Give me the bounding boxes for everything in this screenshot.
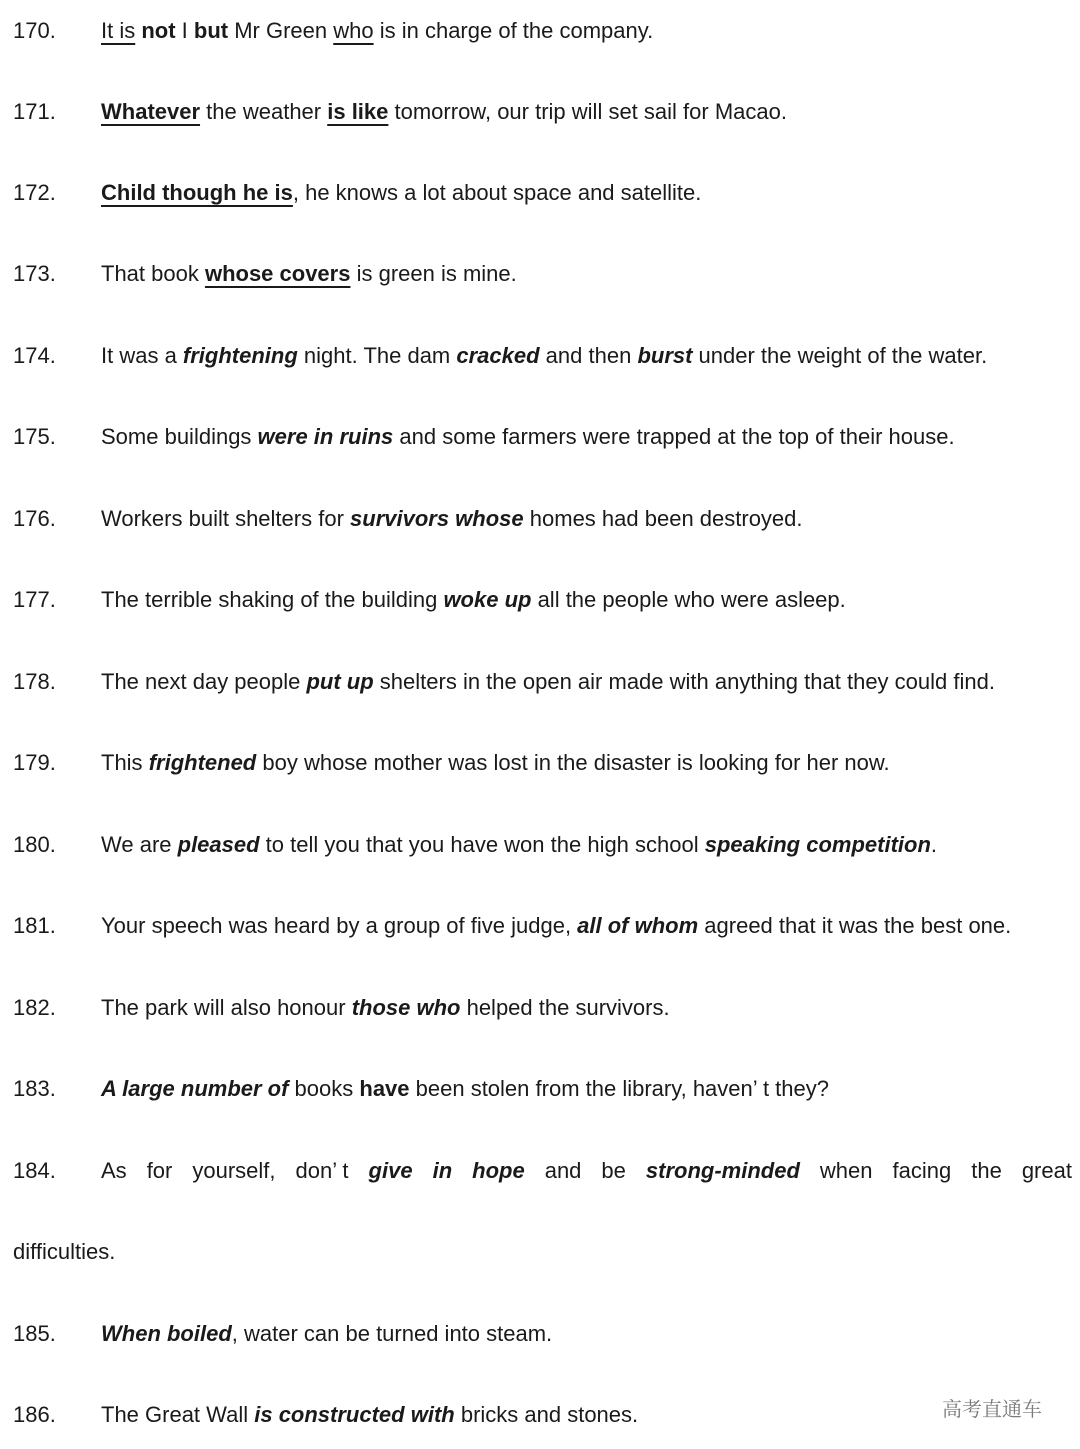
text-segment: We are [101, 832, 178, 857]
text-segment: Some buildings [101, 424, 258, 449]
emphasis-segment: is constructed with [254, 1402, 455, 1427]
emphasis-segment: hope [472, 1158, 525, 1183]
emphasis-segment: those who [351, 995, 461, 1020]
text-segment: for [146, 1158, 173, 1183]
text-segment: The park will also honour [101, 995, 352, 1020]
text-segment: , he knows a lot about space and satellite. [292, 180, 702, 205]
text-segment: tomorrow, our trip will set sail for Macao. [388, 99, 787, 124]
sentence-number: 181. [13, 913, 56, 938]
key-phrase-segment: who [333, 18, 374, 43]
sentence-text [101, 11, 1072, 51]
emphasis-segment: were in ruins [257, 424, 394, 449]
text-segment: don’ t [295, 1158, 349, 1183]
sentence-number: 185. [13, 1321, 56, 1346]
sentence-number: 178. [13, 669, 56, 694]
text-segment: is in charge of the company. [373, 18, 654, 43]
sentence-number: 180. [13, 832, 56, 857]
sentence-text [101, 825, 1072, 865]
sentence-text [101, 173, 1072, 213]
text-segment: and then [539, 343, 638, 368]
text-segment: facing [892, 1158, 952, 1183]
text-segment: under the weight of the water. [692, 343, 988, 368]
key-phrase-segment: whose covers [204, 261, 351, 286]
text-segment: The terrible shaking of the building [101, 587, 444, 612]
emphasis-segment: When boiled [101, 1321, 232, 1346]
emphasis-segment: frightening [182, 343, 298, 368]
sentence-line [0, 825, 1080, 865]
sentence-line [0, 173, 1080, 213]
emphasis-segment: strong-minded [645, 1158, 800, 1183]
continuation-text: difficulties. [13, 1239, 116, 1264]
sentence-text [101, 254, 1072, 294]
text-segment: yourself, [192, 1158, 276, 1183]
emphasis-segment: all of whom [577, 913, 699, 938]
emphasis-segment: put up [306, 669, 374, 694]
emphasis-segment: survivors whose [350, 506, 524, 531]
key-phrase-segment: It is [101, 18, 136, 43]
sentence-line [0, 499, 1080, 539]
text-segment: Mr Green [228, 18, 334, 43]
sentence-number: 183. [13, 1076, 56, 1101]
sentence-text [101, 1314, 1072, 1354]
text-segment: Workers built shelters for [101, 506, 351, 531]
text-segment: books [288, 1076, 360, 1101]
sentence-number: 186. [13, 1402, 56, 1427]
emphasis-segment: give [368, 1158, 413, 1183]
text-segment: , water can be turned into steam. [231, 1321, 553, 1346]
sentence-number: 175. [13, 424, 56, 449]
text-segment: the [971, 1158, 1002, 1183]
key-phrase-segment: Whatever [101, 99, 201, 124]
key-phrase-segment: Child though he is [101, 180, 293, 205]
emphasis-segment: woke up [443, 587, 532, 612]
sentence-line [0, 92, 1080, 132]
emphasis-segment: A large number of [101, 1076, 289, 1101]
sentence-line [0, 11, 1080, 51]
sentence-number: 170. [13, 18, 56, 43]
text-segment: homes had been destroyed. [523, 506, 803, 531]
text-segment: As [101, 1158, 127, 1183]
sentence-number: 172. [13, 180, 56, 205]
text-segment: This [101, 750, 149, 775]
sentence-line [0, 1314, 1080, 1354]
sentence-number: 184. [13, 1158, 56, 1183]
sentence-line [0, 743, 1080, 783]
text-segment: been stolen from the library, haven’ t they? [409, 1076, 829, 1101]
emphasis-segment: frightened [148, 750, 257, 775]
sentence-text [101, 988, 1072, 1028]
text-segment: . [930, 832, 938, 857]
sentence-line [0, 1069, 1080, 1109]
key-phrase-segment: is like [327, 99, 389, 124]
text-segment: and some farmers were trapped at the top of their house. [393, 424, 955, 449]
sentence-text [101, 499, 1072, 539]
sentence-number: 174. [13, 343, 56, 368]
sentence-line [0, 580, 1080, 620]
key-phrase-segment: have [359, 1076, 410, 1101]
sentence-line [0, 417, 1080, 457]
sentence-text [101, 92, 1072, 132]
text-segment: It was a [101, 343, 183, 368]
text-segment: great [1021, 1158, 1072, 1183]
sentence-text [101, 1069, 1072, 1109]
sentence-number: 173. [13, 261, 56, 286]
text-segment: agreed that it was the best one. [698, 913, 1012, 938]
sentence-line [0, 662, 1080, 702]
text-segment: to tell you that you have won the high school [259, 832, 705, 857]
sentence-line [0, 1151, 1080, 1191]
sentence-number: 179. [13, 750, 56, 775]
sentence-line [0, 906, 1080, 946]
sentence-text [101, 336, 1072, 376]
sentence-number: 182. [13, 995, 56, 1020]
sentence-number: 176. [13, 506, 56, 531]
watermark-text: 高考直通车 [942, 1397, 1042, 1421]
text-segment: when [819, 1158, 873, 1183]
emphasis-segment: pleased [177, 832, 260, 857]
text-segment: The next day people [101, 669, 307, 694]
text-segment: the weather [200, 99, 328, 124]
sentence-number: 177. [13, 587, 56, 612]
text-segment: I [175, 18, 194, 43]
text-segment: be [601, 1158, 626, 1183]
emphasis-segment: cracked [456, 343, 540, 368]
sentence-line [0, 336, 1080, 376]
text-segment: The Great Wall [101, 1402, 255, 1427]
key-phrase-segment: but [193, 18, 229, 43]
sentence-text [101, 580, 1072, 620]
text-segment: helped the survivors. [460, 995, 670, 1020]
text-segment: night. The dam [297, 343, 457, 368]
sentence-number: 171. [13, 99, 56, 124]
text-segment: shelters in the open air made with anything that they could find. [373, 669, 995, 694]
text-segment: Your speech was heard by a group of five judge, [101, 913, 578, 938]
sentence-text [101, 1395, 1072, 1435]
text-segment: That book [101, 261, 205, 286]
sentence-text [101, 417, 1072, 457]
emphasis-segment: burst [637, 343, 693, 368]
emphasis-segment: speaking competition [704, 832, 931, 857]
sentence-line [0, 1395, 1080, 1435]
sentence-text [101, 662, 1072, 702]
sentence-line [0, 254, 1080, 294]
sentence-text [101, 1151, 1072, 1191]
text-segment: and [544, 1158, 582, 1183]
text-segment: all the people who were asleep. [531, 587, 846, 612]
text-segment: bricks and stones. [454, 1402, 639, 1427]
text-segment: is green is mine. [350, 261, 517, 286]
sentence-text [101, 906, 1072, 946]
sentence-line [0, 988, 1080, 1028]
sentence-line [0, 1232, 1080, 1272]
text-segment: boy whose mother was lost in the disaster is looking for her now. [256, 750, 890, 775]
sentence-text [101, 743, 1072, 783]
key-phrase-segment: not [141, 18, 176, 43]
emphasis-segment: in [432, 1158, 453, 1183]
